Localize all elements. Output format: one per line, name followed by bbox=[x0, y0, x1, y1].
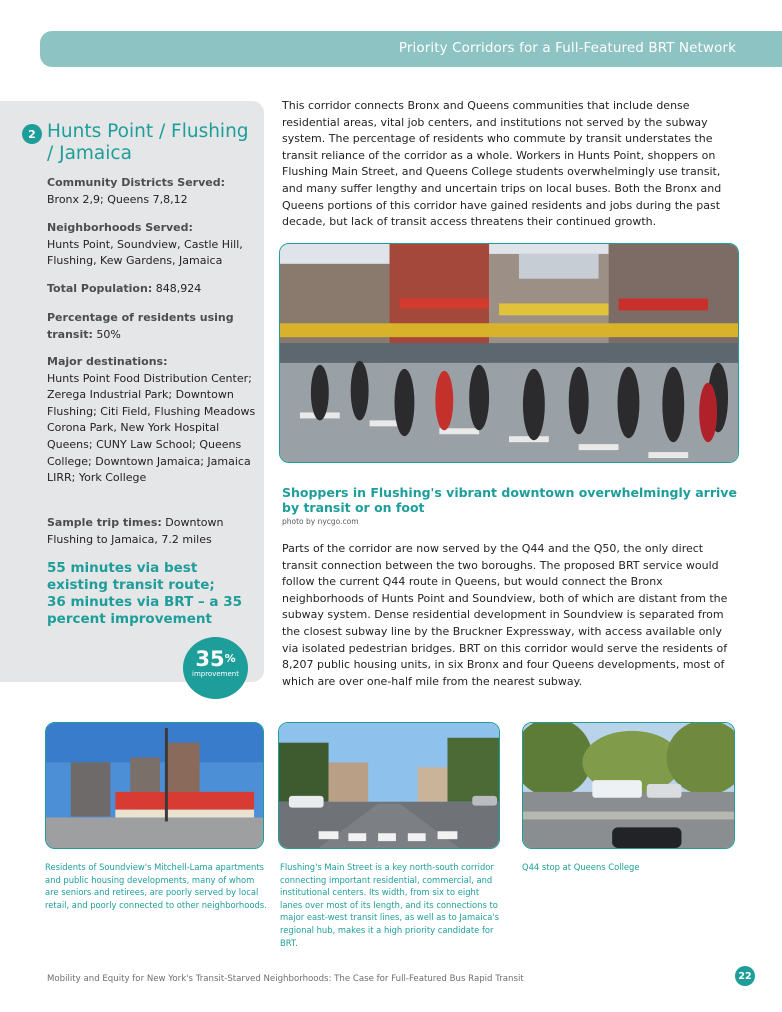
trip-times-value: Downtown Flushing to Jamaica, 7.2 miles bbox=[47, 516, 224, 546]
badge-value: 35% bbox=[195, 647, 236, 671]
destinations-block bbox=[47, 354, 257, 487]
page-number: 22 bbox=[735, 966, 755, 986]
caption-soundview: Residents of Soundview's Mitchell-Lama apartments and public housing developments, many of whom are seniors and retirees, are poorly served by local retail, and poorly connected to other neighborhoods. bbox=[45, 862, 267, 910]
queens-college-stop-photo bbox=[522, 722, 735, 849]
stat-brt: 36 minutes via BRT – a 35 percent improvement bbox=[47, 594, 243, 627]
transit-share-block bbox=[47, 310, 257, 343]
population-label: Total Population: bbox=[47, 282, 153, 295]
travel-time-stat bbox=[47, 560, 262, 628]
badge-label: improvement bbox=[192, 670, 239, 678]
improvement-badge bbox=[183, 637, 248, 699]
flushing-main-street-photo bbox=[278, 722, 500, 849]
header-bar bbox=[40, 31, 782, 67]
corridor-service-paragraph: Parts of the corridor are now served by the Q44 and the Q50, the only direct transit connection between the two boroughs. The proposed BRT service would follow the current Q44 route in Queens, but would connect the Bronx neighborhoods of Hunts Point and Soundview, both of which are distant from the subway system. Dense residential development in Soundview is separated from the closest subway line by the Bruckner Expressway, with access available only via isolated pedestrian bridges. BRT on this corridor would serve the residents of 8,207 public housing units, in six Bronx and four Queens developments, most of which are over one-half mile from the nearest subway. bbox=[282, 542, 728, 688]
intro-paragraph: This corridor connects Bronx and Queens communities that include dense residential areas, vital job centers, and institutions not served by the subway system. The percentage of residents who commute by transit understates the transit reliance of the corridor as a whole. Workers in Hunts Point, shoppers on Flushing Main Street, and Queens College students overwhelmingly use transit, and many suffer lengthy and uncertain trips on local buses. Both the Bronx and Queens portions of this corridor have gained residents and jobs during the past decade, but lack of transit access threatens their continued growth. bbox=[282, 99, 722, 229]
destinations-value: Hunts Point Food Distribution Center; Zerega Industrial Park; Downtown Flushing; Citi Field, Flushing Meadows Corona Park, New York Hospital Queens; CUNY Law School; Queens College; Downtown Jamaica; Jamaica LIRR; York College bbox=[47, 371, 256, 485]
neighborhoods-label: Neighborhoods Served: bbox=[47, 221, 193, 234]
districts-label: Community Districts Served: bbox=[47, 176, 226, 189]
caption-queens-college: Q44 stop at Queens College bbox=[522, 862, 640, 872]
trip-times-label: Sample trip times: bbox=[47, 516, 162, 529]
trip-times-block bbox=[47, 515, 257, 548]
header-title: Priority Corridors for a Full-Featured BRT Network bbox=[398, 40, 736, 56]
neighborhoods-value: Hunts Point, Soundview, Castle Hill, Flushing, Kew Gardens, Jamaica bbox=[47, 237, 243, 268]
photo-credit: photo by nycgo.com bbox=[282, 517, 359, 526]
population-value: 848,924 bbox=[155, 282, 202, 295]
stat-existing: 55 minutes via best existing transit route; bbox=[47, 560, 215, 593]
districts-block bbox=[47, 175, 257, 208]
districts-value: Bronx 2,9; Queens 7,8,12 bbox=[47, 192, 188, 206]
flushing-crowd-photo bbox=[279, 243, 739, 463]
caption-main-street: Flushing's Main Street is a key north-south corridor connecting important residential, commercial, and institutional centers. Its width, from six to eight lanes over most of its length, and its connections to major east-west transit lines, as well as to Jamaica's regional hub, makes it a high priority candidate for BRT. bbox=[280, 862, 500, 948]
corridor-number-badge: 2 bbox=[22, 124, 42, 144]
destinations-label: Major destinations: bbox=[47, 355, 168, 368]
transit-share-label: Percentage of residents using transit: bbox=[47, 311, 234, 341]
footer-text: Mobility and Equity for New York's Transit-Starved Neighborhoods: The Case for Full-Featured Bus Rapid Transit bbox=[47, 974, 524, 984]
transit-share-value: 50% bbox=[96, 327, 121, 341]
population-block bbox=[47, 281, 257, 298]
soundview-housing-photo bbox=[45, 722, 264, 849]
corridor-title: Hunts Point / Flushing / Jamaica bbox=[47, 121, 249, 164]
main-photo-caption: Shoppers in Flushing's vibrant downtown overwhelmingly arrive by transit or on foot bbox=[282, 485, 737, 515]
neighborhoods-block bbox=[47, 220, 257, 270]
